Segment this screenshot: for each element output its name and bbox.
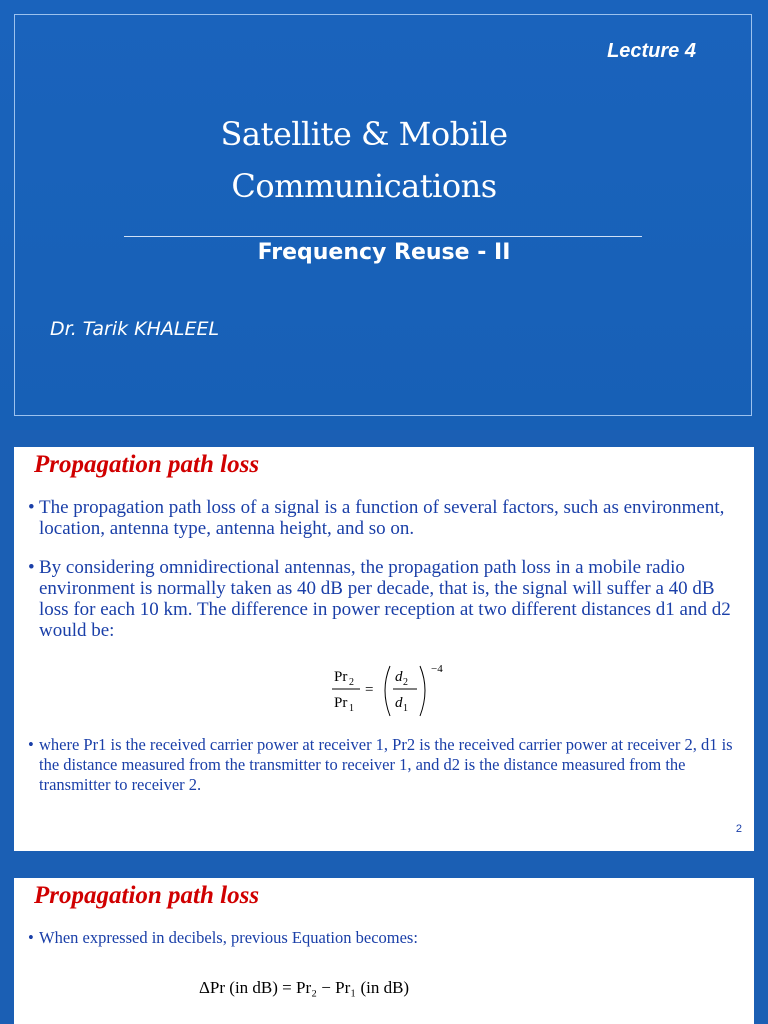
slide-2-bullet-3 [28, 735, 740, 795]
title-line-2: Communications [231, 167, 497, 205]
bullet-text: The propagation path loss of a signal is a function of several factors, such as environment, location, antenna type, antenna height, and so on. [39, 497, 725, 539]
slide-2 [14, 447, 754, 851]
slide-3-bullet-1 [28, 928, 740, 948]
bullet-marker: • [28, 497, 35, 518]
slide-2-bullet-1 [28, 497, 740, 539]
presentation-subtitle: Frequency Reuse - II [257, 240, 511, 265]
formula-num-right-sub: 2 [403, 677, 408, 688]
right-paren [420, 666, 425, 716]
formula-exponent: −4 [431, 663, 443, 675]
slide-page-number: 2 [735, 823, 742, 835]
left-paren [385, 666, 390, 716]
slide-2-heading: Propagation path loss [34, 451, 260, 478]
formula-equals: = [365, 682, 374, 698]
bullet-text: where Pr1 is the received carrier power at receiver 1, Pr2 is the received carrier power at receiver 2, d1 is the distance measured from the transmitter to receiver 1, and d2 is the distance measured from the transmitter to receiver 2. [39, 735, 733, 794]
slide-3 [14, 878, 754, 1024]
presentation-title [0, 108, 728, 212]
formula-den-left-sub: 1 [349, 703, 354, 714]
power-ratio-formula [332, 660, 452, 720]
title-slide-frame [14, 14, 752, 416]
title-line-1: Satellite & Mobile [220, 115, 508, 153]
bullet-text: By considering omnidirectional antennas, the propagation path loss in a mobile radio environment is normally taken as 40 dB per decade, that is, the signal will suffer a 40 dB loss for each 10 km. The difference in power reception at two different distances d1 and d2 would be: [39, 557, 731, 641]
bullet-text: When expressed in decibels, previous Equation becomes: [39, 928, 418, 947]
formula-den-right: d [395, 695, 403, 711]
formula-num-left: Pr [334, 669, 348, 685]
title-slide [0, 0, 768, 430]
title-divider [124, 236, 642, 237]
formula-num-right: d [395, 669, 403, 685]
bullet-marker: • [28, 735, 34, 754]
formula-num-left-sub: 2 [349, 677, 354, 688]
slide-2-bullet-2 [28, 557, 740, 641]
lecture-label: Lecture 4 [607, 40, 696, 62]
slide-3-heading: Propagation path loss [34, 882, 260, 909]
decibel-equation: ΔPr (in dB) = Pr₂ − Pr₁ (in dB) [199, 978, 410, 997]
bullet-marker: • [28, 557, 35, 578]
bullet-marker: • [28, 928, 34, 947]
author-name: Dr. Tarik KHALEEL [50, 318, 220, 340]
formula-den-left: Pr [334, 695, 348, 711]
formula-den-right-sub: 1 [403, 703, 408, 714]
